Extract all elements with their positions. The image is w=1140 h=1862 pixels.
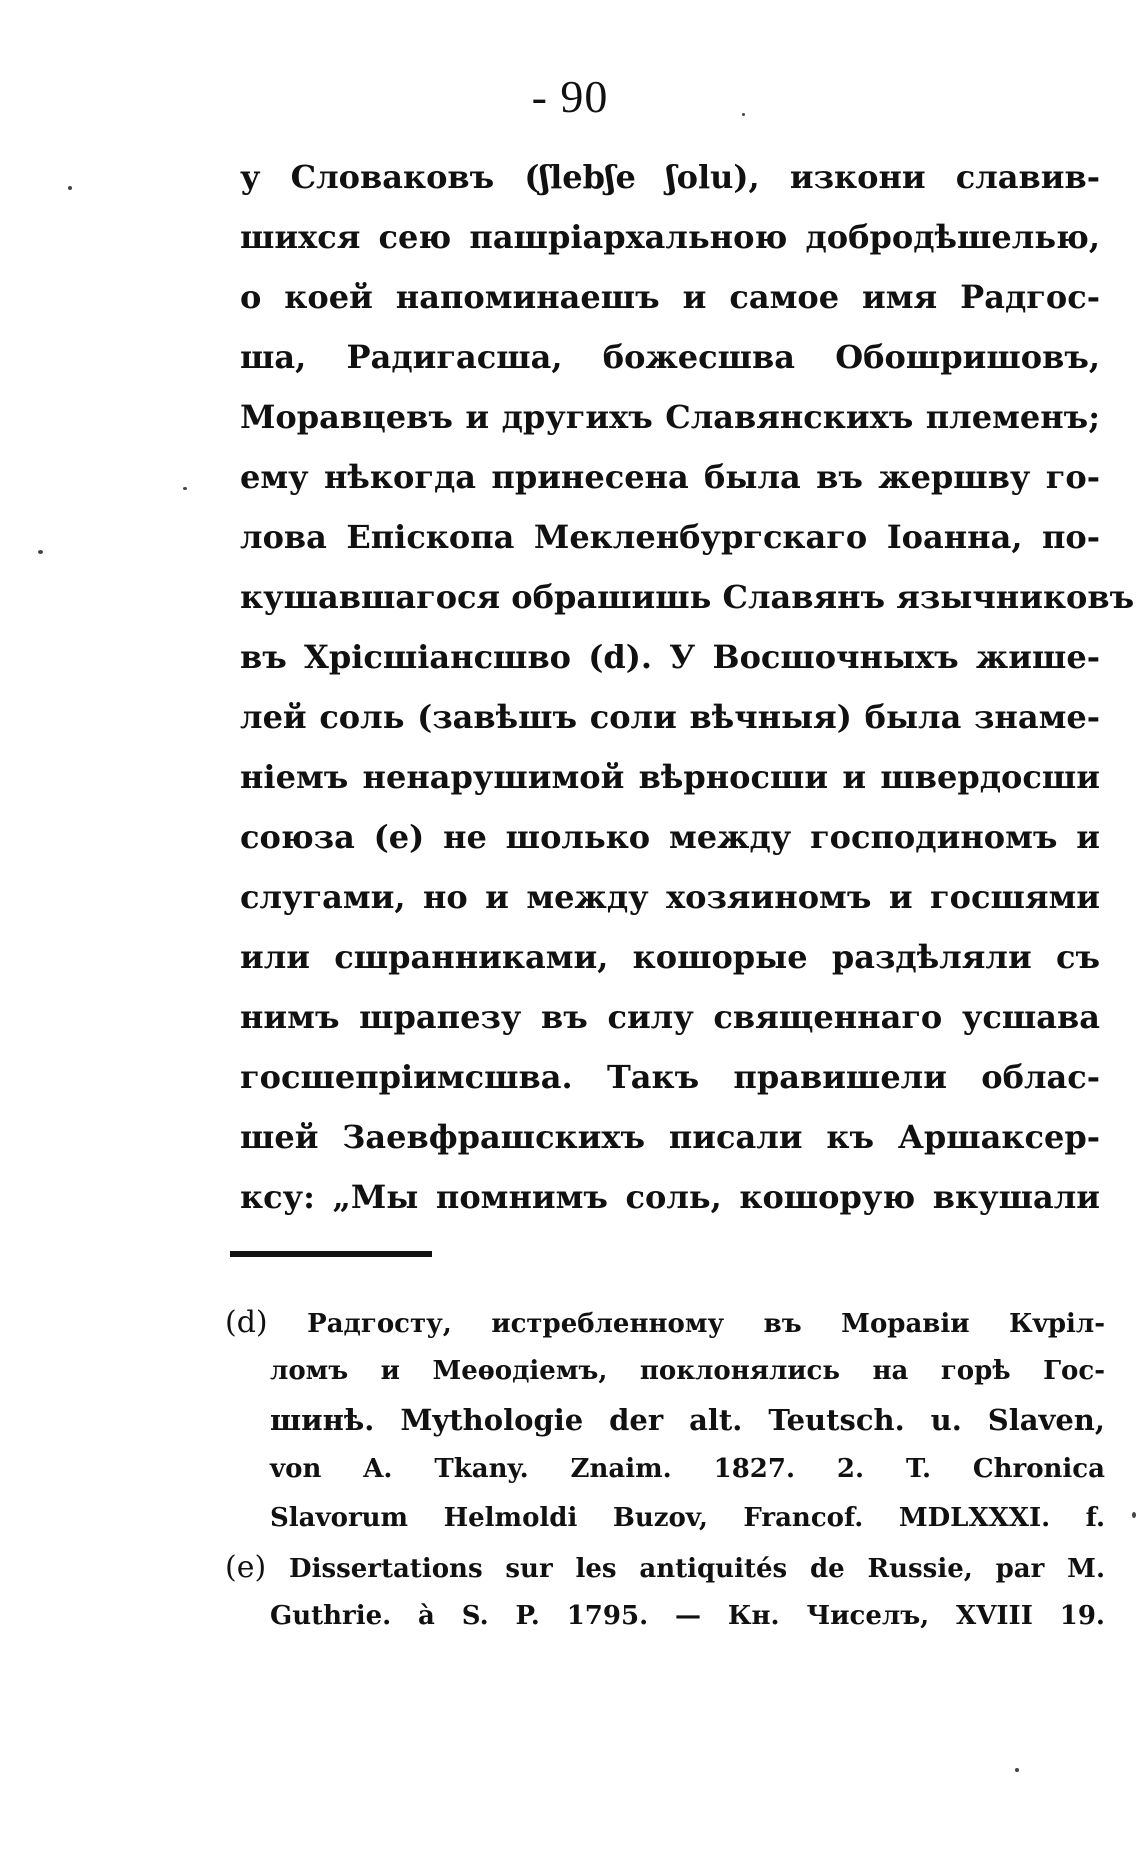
page-number-value: 90 — [560, 71, 609, 122]
text-line: госшепріимсшва. Такъ правишели облас- — [240, 1058, 1100, 1096]
footnote-d — [225, 1298, 1105, 1543]
footnote-e — [225, 1543, 1105, 1641]
text-line: кушавшагося обрашишь Славянъ язычниковъ — [240, 578, 1135, 616]
footnote-line: von A. Tkany. Znaim. 1827. 2. T. Chronica — [270, 1454, 1105, 1484]
scan-speck — [1015, 1768, 1019, 1772]
scan-speck — [38, 550, 43, 554]
text-line: у Словаковъ (ʃlebʃe ʃolu), изкони славив- — [240, 158, 1100, 196]
text-line: лей соль (завѣшъ соли вѣчныя) была знаме- — [240, 698, 1100, 736]
text-line: союза (e) не шолько между господиномъ и — [240, 818, 1100, 856]
text-line: ему нѣкогда принесена была въ жершву го- — [240, 458, 1100, 496]
footnote-line — [225, 1543, 1105, 1592]
text-line: шей Заевфрашскихъ писали къ Аршаксер- — [240, 1118, 1100, 1156]
footnote-line: ломъ и Меѳодіемъ, поклонялись на горѣ Гос- — [270, 1356, 1105, 1386]
text-line: или сшранниками, кошорые раздѣляли съ — [240, 938, 1100, 976]
page-number-dash: - — [531, 71, 561, 122]
text-line: шихся сею пашріархальною добродѣшелью, — [240, 218, 1100, 256]
footnote-marker-d: (d) — [225, 1305, 268, 1340]
text-line: ша, Радигасша, божесшва Oбошришовъ, — [240, 338, 1100, 376]
footnote-text: Dissertations sur les antiquités de Russie, par M. — [289, 1554, 1106, 1584]
footnote-line: Slavorum Helmoldi Buzov, Francof. MDLXXXI. f. — [270, 1503, 1105, 1533]
text-line: въ Хрісшіансшво (d). У Восшочныхъ жише- — [240, 638, 1100, 676]
footnote-rule — [230, 1251, 432, 1257]
footnote-marker-e: (e) — [225, 1550, 267, 1585]
footnote-text: Радгосту, истребленному въ Моравіи Кvріл- — [307, 1309, 1105, 1339]
scan-speck — [742, 113, 745, 116]
scan-speck — [68, 186, 72, 190]
text-line: ніемъ ненарушимой вѣрносши и швердосши — [240, 758, 1100, 796]
text-line: о коей напоминаешъ и самое имя Радгос- — [240, 278, 1100, 316]
main-text — [240, 147, 1135, 1227]
text-line: ксу: „Мы помнимъ соль, кошорую вкушали — [240, 1178, 1100, 1216]
scan-speck — [1132, 1512, 1136, 1518]
scan-speck — [183, 487, 187, 490]
page-number — [0, 70, 1140, 123]
text-line: лова Епіскопа Мекленбургскаго Іоанна, по- — [240, 518, 1100, 556]
footnote-line — [225, 1298, 1105, 1347]
footnote-line: Guthrie. à S. P. 1795. — Кн. Чиселъ, XVIII 19. — [270, 1601, 1105, 1631]
text-line: слугами, но и между хозяиномъ и госшями — [240, 878, 1100, 916]
footnote-line: шинѣ. Mythologie der alt. Teutsch. u. Slaven, — [270, 1403, 1105, 1437]
footnotes — [225, 1298, 1105, 1641]
text-line: нимъ шрапезу въ силу священнаго усшава — [240, 998, 1100, 1036]
text-line: Моравцевъ и другихъ Славянскихъ племенъ; — [240, 398, 1100, 436]
